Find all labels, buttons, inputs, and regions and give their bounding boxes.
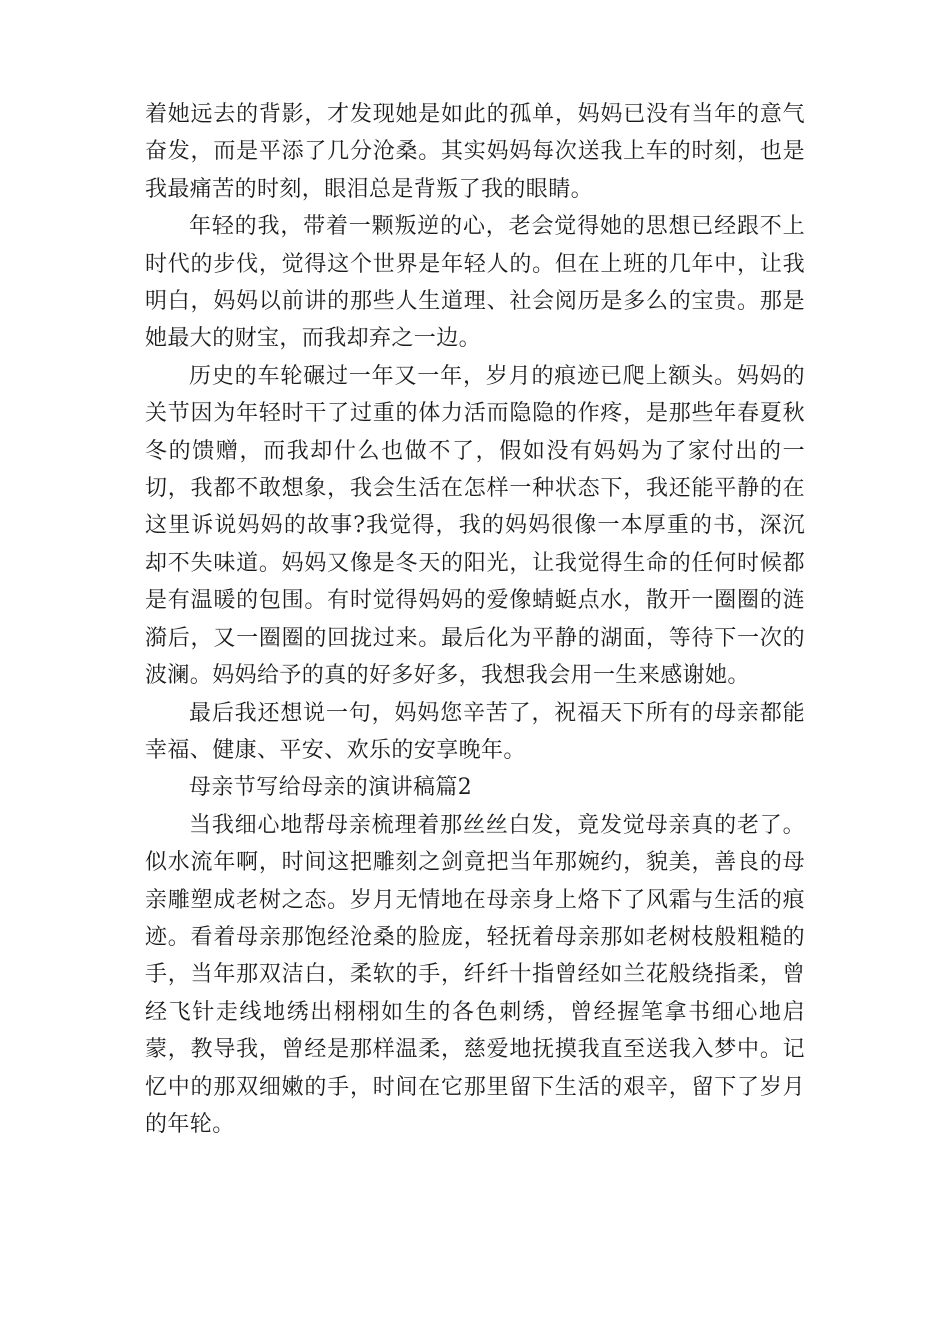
paragraph-closing-wish: 最后我还想说一句，妈妈您辛苦了，祝福天下所有的母亲都能幸福、健康、平安、欢乐的安享晚年。 <box>145 700 805 763</box>
paragraph-combing-hair: 当我细心地帮母亲梳理着那丝丝白发，竟发觉母亲真的老了。似水流年啊，时间这把雕刻之剑竟把当年那婉约，貌美，善良的母亲雕塑成老树之态。岁月无情地在母亲身上烙下了风霜与生活的痕迹。看着母亲那饱经沧桑的脸庞，轻抚着母亲那如老树枝般粗糙的手，当年那双洁白，柔软的手，纤纤十指曾经如兰花般绕指柔，曾经飞针走线地绣出栩栩如生的各色刺绣，曾经握笔拿书细心地启蒙，教导我，曾经是那样温柔，慈爱地抚摸我直至送我入梦中。记忆中的那双细嫩的手，时间在它那里留下生活的艰辛，留下了岁月的年轮。 <box>145 812 805 1137</box>
paragraph-continued: 着她远去的背影，才发现她是如此的孤单，妈妈已没有当年的意气奋发，而是平添了几分沧桑。其实妈妈每次送我上车的时刻，也是我最痛苦的时刻，眼泪总是背叛了我的眼睛。 <box>145 102 805 202</box>
paragraph-young-rebellion: 年轻的我，带着一颗叛逆的心，老会觉得她的思想已经跟不上时代的步伐，觉得这个世界是年轻人的。但在上班的几年中，让我明白，妈妈以前讲的那些人生道理、社会阅历是多么的宝贵。那是她最大的财宝，而我却弃之一边。 <box>145 214 805 352</box>
paragraph-wheel-of-history: 历史的车轮碾过一年又一年，岁月的痕迹已爬上额头。妈妈的关节因为年轻时干了过重的体力活而隐隐的作疼，是那些年春夏秋冬的馈赠，而我却什么也做不了，假如没有妈妈为了家付出的一切，我都不敢想象，我会生活在怎样一种状态下，我还能平静的在这里诉说妈妈的故事?我觉得，我的妈妈很像一本厚重的书，深沉却不失味道。妈妈又像是冬天的阳光，让我觉得生命的任何时候都是有温暖的包围。有时觉得妈妈的爱像蜻蜓点水，散开一圈圈的涟漪后，又一圈圈的回拢过来。最后化为平静的湖面，等待下一次的波澜。妈妈给予的真的好多好多，我想我会用一生来感谢她。 <box>145 363 805 689</box>
document-body <box>145 96 805 1143</box>
section-heading: 母亲节写给母亲的演讲稿篇2 <box>189 775 473 801</box>
